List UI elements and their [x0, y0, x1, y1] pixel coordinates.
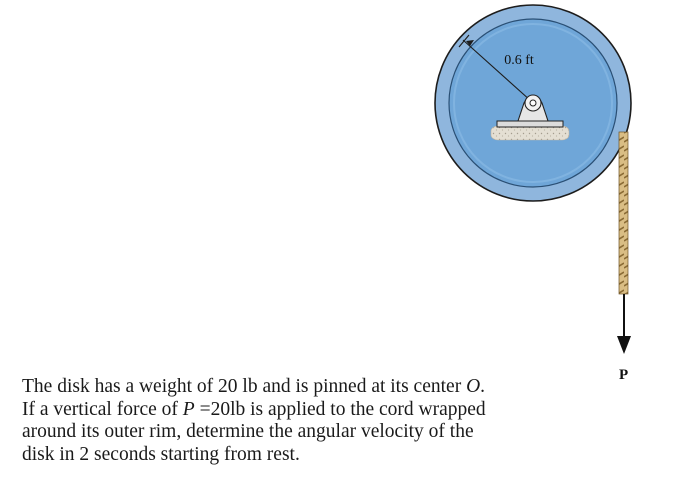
problem-statement	[22, 376, 662, 466]
problem-line-2: If a vertical force of P =20lb is applied to the cord wrapped	[22, 398, 486, 420]
support-plate	[497, 121, 563, 127]
problem-line-1: The disk has a weight of 20 lb and is pinned at its center O.	[22, 376, 486, 397]
force-arrowhead-icon	[617, 336, 631, 354]
problem-line-4: disk in 2 seconds starting from rest.	[22, 443, 300, 465]
pin-center	[530, 100, 536, 106]
problem-line-3: around its outer rim, determine the angular velocity of the	[22, 421, 474, 442]
force-label: P	[619, 367, 629, 383]
radius-label: 0.6 ft	[504, 53, 534, 68]
rope	[619, 132, 628, 294]
ground-base	[491, 126, 569, 140]
